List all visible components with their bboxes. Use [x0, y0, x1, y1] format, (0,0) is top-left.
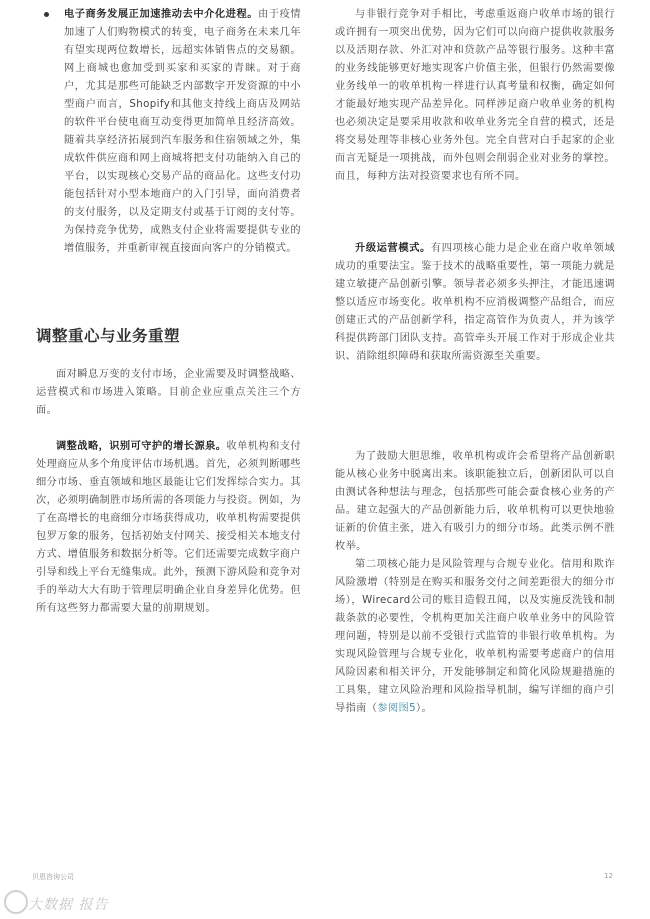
- ops-lead: 升级运营模式。: [355, 243, 431, 254]
- section-heading: 调整重心与业务重塑: [36, 327, 181, 345]
- watermark-logo-icon: [4, 890, 28, 914]
- intro-paragraph: 面对瞬息万变的支付市场，企业需要及时调整战略、运营模式和市场进入策略。目前企业应重点关注三个方面。: [36, 369, 301, 416]
- innovation-paragraph: 为了鼓励大胆思维，收单机构或许会希望将产品创新职能从核心业务中脱离出来。该职能独立后，创新团队可以自由测试各种想法与理念，包括那些可能会蚕食核心业务的产品。建立起强大的产品创新能力后，收单机构可以更快地验证新的价值主张，进入有吸引力的细分市场。此类示例不胜枚举。: [335, 451, 615, 552]
- strategy-paragraph: [36, 438, 301, 618]
- footer-publisher: 贝恩咨询公司: [32, 873, 74, 881]
- risk-body: 第二项核心能力是风险管理与合规专业化。信用和欺诈风险激增（特别是在购买和服务交付之间差距很大的细分市场），Wirecard公司的账目造假丑闻，以及实施反洗钱和制裁条款的必要性，令机构更加关注商户收单业务中的风险管理问题，特别是以前不受银行式监管的非银行收单机构。为实现风险管理与合规专业化，收单机构需要考虑商户的信用风险因素和相关评分，开发能够制定和简化风险规避措施的工具集，建立风险治理和风险指导机制，编写详细的商户引导指南（: [335, 559, 615, 714]
- watermark-text: 大数据 报告: [28, 897, 109, 913]
- bank-paragraph: 与非银行竞争对手相比，考虑重返商户收单市场的银行或许拥有一项突出优势，因为它们可以向商户提供收款服务以及活期存款、外汇对冲和贷款产品等银行服务。这种丰富的业务线能够更好地实现客户价值主张，但银行仍然需要像业务线单一的收单机构一样进行认真考量和权衡，确定如何才能最好地实现产品差异化。同样涉足商户收单业务的机构也必须决定是要采用收款和收单业务完全自营的模式，还是将交易处理等非核心业务外包。完全自营对白手起家的企业而言无疑是一项挑战，而外包则会削弱企业对业务的掌控。而且，每种方法对投资要求也有所不同。: [335, 9, 615, 182]
- bullet-lead: 电子商务发展正加速推动去中介化进程。: [64, 9, 259, 20]
- risk-paragraph: [335, 556, 615, 718]
- strategy-lead: 调整战略，识别可守护的增长源泉。: [56, 441, 227, 452]
- page-number: 12: [604, 872, 613, 880]
- bullet-body: 由于疫情加速了人们购物模式的转变，电子商务在未来几年有望实现两位数增长，远超实体销售点的交易额。网上商城也愈加受到买家和买家的青睐。对于商户，尤其是那些可能缺乏内部数字开发资源的中小型商户而言，Shopify和其他支持线上商店及网站的软件平台使电商互动变得更加简单且经济高效。随着共享经济拓展到汽车服务和住宿领域之外，集成软件供应商和网上商城将把支付功能纳入自己的平台，以实现核心交易产品的商品化。这些支付功能包括针对小型本地商户的入门引导，面向消费者的支付服务，以及定期支付或基于订阅的支付等。为保持竞争优势，成熟支付企业将需要提供专业的增值服务，并重新审视直接面向客户的分销模式。: [64, 9, 301, 254]
- bullet-paragraph: [64, 6, 301, 258]
- ops-body: 有四项核心能力是企业在商户收单领域成功的重要法宝。鉴于技术的战略重要性，第一项能力就是建立敏捷产品创新引擎。领导者必须多头押注，才能迅速调整以适应市场变化。收单机构不应消极调整产品组合，而应创建正式的产品创新学科，指定高管作为负责人，并为该学科提供跨部门团队支持。高管牵头开展工作对于形成企业共识、消除组织障碍和获取所需资源至关重要。: [335, 243, 615, 362]
- figure-reference-link[interactable]: 参阅图5: [377, 703, 417, 714]
- risk-end: ）。: [416, 703, 433, 714]
- bullet-dot-icon: [44, 12, 49, 17]
- ops-paragraph: [335, 240, 615, 366]
- strategy-body: 收单机构和支付处理商应从多个角度评估市场机遇。首先，必须判断哪些细分市场、垂直领域和地区最能让它们发挥综合实力。其次，必须明确制胜市场所需的各项能力与投资。例如，为了在高增长的电商细分市场获得成功，收单机构需要提供包罗万象的服务，包括初始支付网关、接受相关本地支付方式、增值服务和数据分析等。它们还需要完成数字商户引导和线上平台无缝集成。此外，预测下游风险和竞争对手的举动大大有助于管理层明确企业自身差异化优势。但所有这些努力都需要大量的前期规划。: [36, 441, 301, 614]
